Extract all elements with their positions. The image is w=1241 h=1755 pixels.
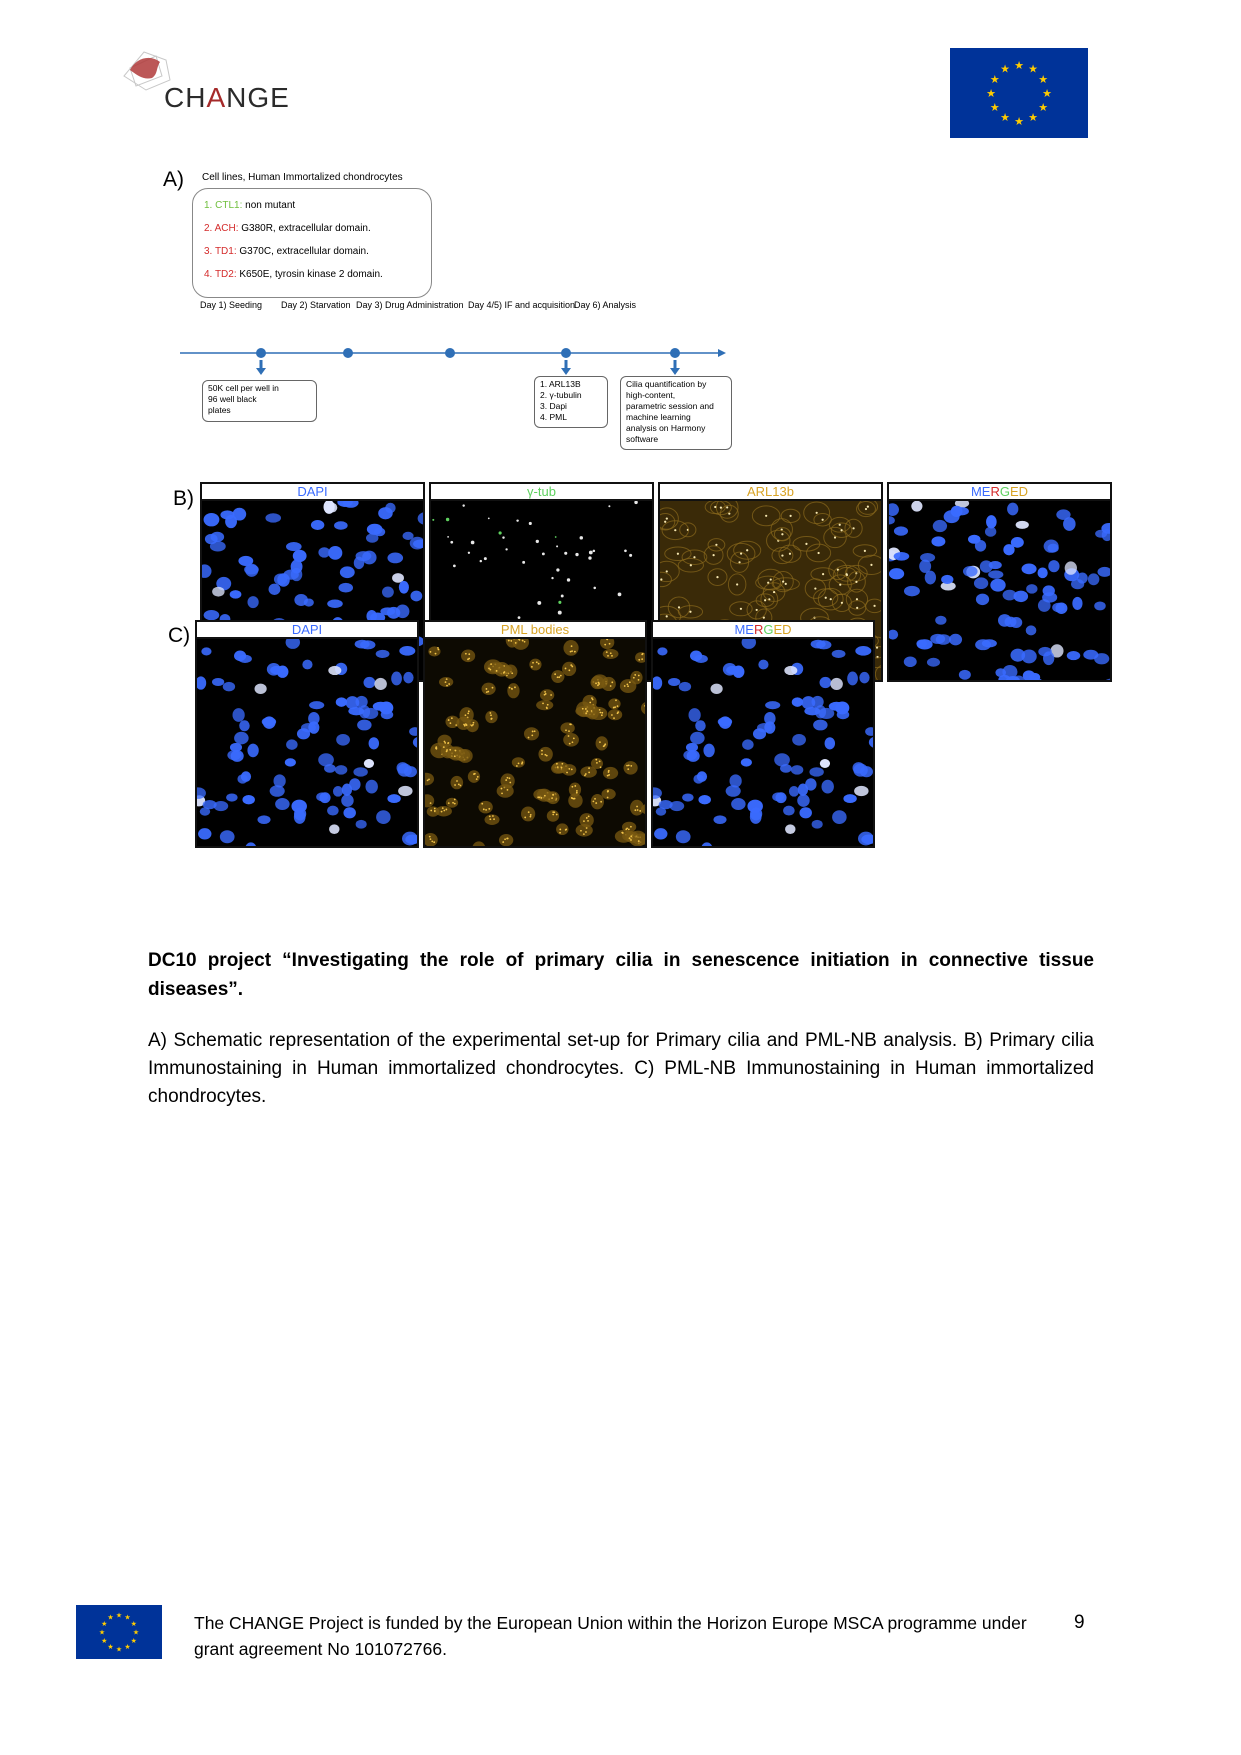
logo-wordmark: CHANGE <box>164 82 290 113</box>
timeline-dot-day3 <box>445 348 455 358</box>
c-dapi-image <box>195 620 419 848</box>
c-pml-image <box>423 620 647 848</box>
c-merged-caption: MERGED <box>653 622 873 639</box>
cell-line-item: 4. TD2: K650E, tyrosin kinase 2 domain. <box>204 269 383 280</box>
eu-flag-footer-icon <box>76 1605 162 1659</box>
b-gtub-caption: γ-tub <box>431 484 652 501</box>
experiment-timeline <box>160 300 740 444</box>
b-merged-caption: MERGED <box>889 484 1110 501</box>
page-number: 9 <box>1074 1612 1085 1633</box>
eu-star-icon: ★ <box>1028 62 1038 76</box>
eu-star-icon: ★ <box>115 1611 123 1620</box>
cell-lines-title: Cell lines, Human Immortalized chondrocytes <box>202 172 403 183</box>
day-label-if: Day 4/5) IF and acquisition <box>468 300 576 310</box>
day-label-starvation: Day 2) Starvation <box>281 300 351 310</box>
change-logo <box>116 46 296 116</box>
caption-title: DC10 project “Investigating the role of primary cilia in senescence initiation in connective tissue diseases”. <box>148 950 1094 1000</box>
eu-star-icon: ★ <box>1038 72 1049 86</box>
caption-body: A) Schematic representation of the experimental set-up for Primary cilia and PML-NB analysis. B) Primary cilia Immunostaining in Human immortalized chondrocytes. C) PML-NB Immunostaining in Human immortalized chondrocytes. <box>148 1030 1094 1107</box>
panel-c-images <box>195 620 875 848</box>
panel-b-letter: B) <box>173 487 194 510</box>
c-dapi-caption: DAPI <box>197 622 417 639</box>
timeline-dot-day6 <box>670 348 680 358</box>
analysis-box: Cilia quantification by high-content, parametric session and machine learning analysis on Harmony software <box>620 376 732 450</box>
eu-star-icon: ★ <box>101 1619 108 1628</box>
eu-star-icon: ★ <box>98 1628 106 1637</box>
figure-caption <box>148 946 1094 1111</box>
seeding-box: 50K cell per well in 96 well black plates <box>202 380 317 422</box>
eu-star-icon: ★ <box>1014 58 1024 72</box>
eu-star-icon: ★ <box>1000 111 1010 125</box>
timeline-dot-day1 <box>256 348 266 358</box>
eu-star-icon: ★ <box>132 1628 140 1637</box>
eu-flag-icon <box>950 48 1088 138</box>
eu-star-icon: ★ <box>989 100 1000 114</box>
eu-star-icon: ★ <box>130 1619 137 1628</box>
c-merged-image <box>651 620 875 848</box>
eu-star-icon: ★ <box>1028 111 1038 125</box>
timeline-dot-day2 <box>343 348 353 358</box>
eu-star-icon: ★ <box>1042 86 1052 100</box>
eu-star-icon: ★ <box>107 1643 114 1652</box>
figure <box>160 160 1120 930</box>
b-dapi-caption: DAPI <box>202 484 423 501</box>
eu-star-icon: ★ <box>986 86 996 100</box>
cell-line-item: 2. ACH: G380R, extracellular domain. <box>204 223 371 234</box>
eu-star-icon: ★ <box>107 1613 114 1622</box>
c-pml-caption: PML bodies <box>425 622 645 639</box>
footer-funding-text: The CHANGE Project is funded by the European Union within the Horizon Europe MSCA programme under grant agreement No 101072766. <box>194 1613 1027 1659</box>
b-merged-image <box>887 482 1112 682</box>
eu-star-icon: ★ <box>989 72 1000 86</box>
eu-star-icon: ★ <box>1014 114 1024 128</box>
day-label-analysis: Day 6) Analysis <box>574 300 637 310</box>
eu-star-icon: ★ <box>124 1643 131 1652</box>
day-label-drug: Day 3) Drug Administration <box>356 300 464 310</box>
cell-line-item: 1. CTL1: non mutant <box>204 200 296 211</box>
eu-star-icon: ★ <box>1038 100 1049 114</box>
day-label-seeding: Day 1) Seeding <box>200 300 263 310</box>
eu-star-icon: ★ <box>1000 62 1010 76</box>
panel-a-letter: A) <box>163 168 184 191</box>
eu-star-icon: ★ <box>115 1645 123 1654</box>
b-arl13b-caption: ARL13b <box>660 484 881 501</box>
markers-box: 1. ARL13B 2. γ-tubulin 3. Dapi 4. PML <box>534 376 608 428</box>
cell-line-item: 3. TD1: G370C, extracellular domain. <box>204 246 369 257</box>
timeline-dot-day45 <box>561 348 571 358</box>
eu-star-icon: ★ <box>130 1636 137 1645</box>
panel-c-letter: C) <box>168 624 191 647</box>
eu-star-icon: ★ <box>101 1636 108 1645</box>
eu-star-icon: ★ <box>124 1613 131 1622</box>
